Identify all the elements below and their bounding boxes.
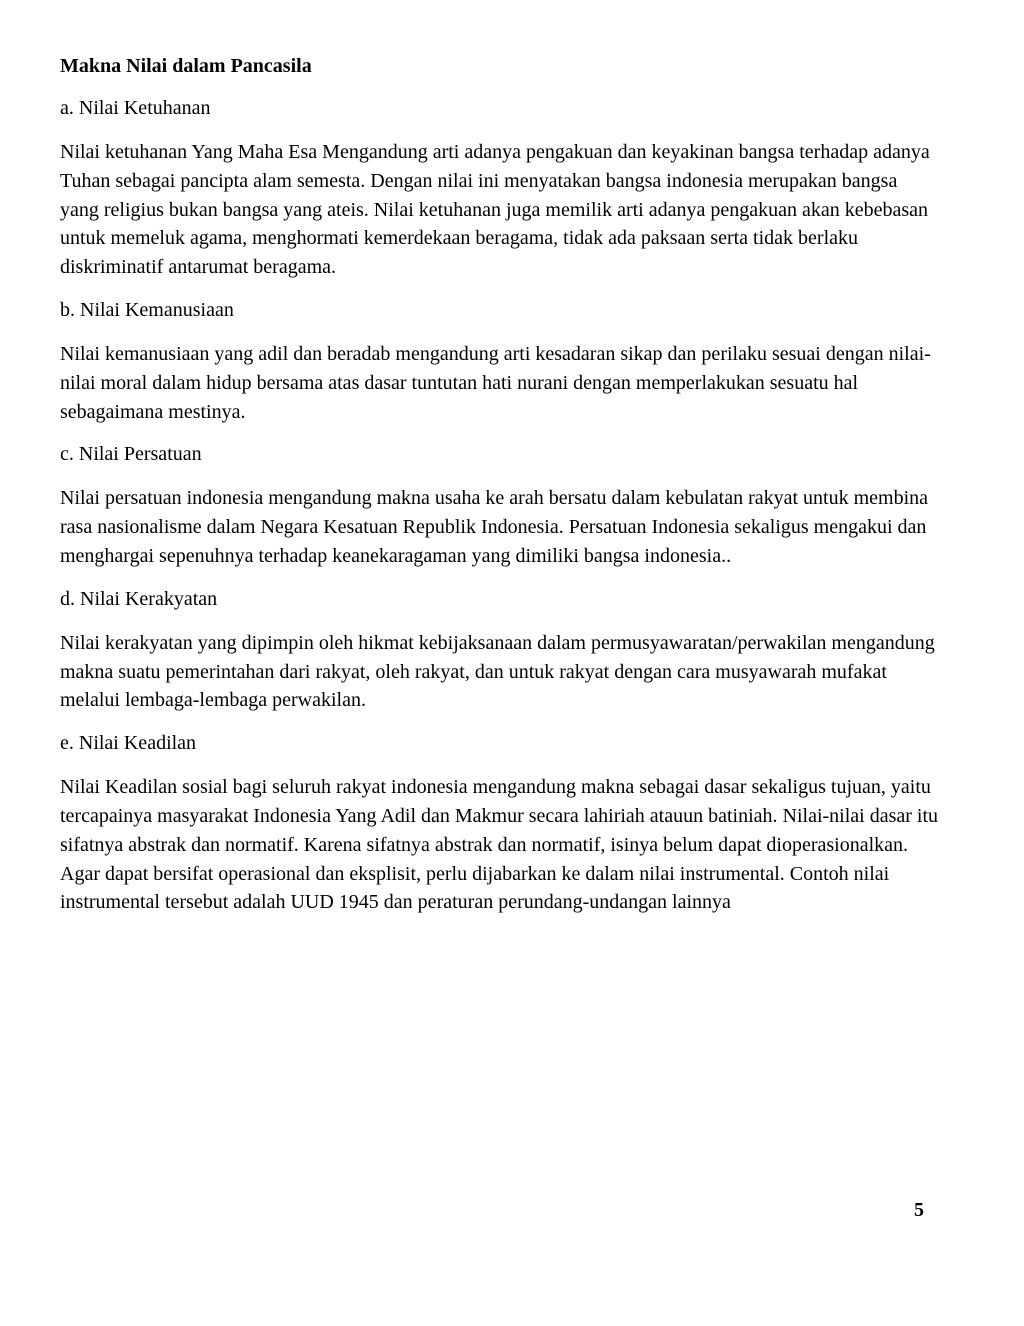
document-page xyxy=(60,52,940,931)
section-paragraph-kerakyatan: Nilai kerakyatan yang dipimpin oleh hikmat kebijaksanaan dalam permusyawaratan/perwakilan mengandung makna suatu pemerintahan dari rakyat, oleh rakyat, dan untuk rakyat dengan cara musyawarah mufakat melalui lembaga-lembaga perwakilan. xyxy=(60,631,935,712)
page-number: 5 xyxy=(914,1199,924,1221)
section-heading-ketuhanan: a. Nilai Ketuhanan xyxy=(60,97,211,119)
section-paragraph-keadilan: Nilai Keadilan sosial bagi seluruh rakyat indonesia mengandung makna sebagai dasar sekaligus tujuan, yaitu tercapainya masyarakat Indonesia Yang Adil dan Makmur secara lahiriah atauun batiniah. Nilai-nilai dasar itu sifatnya abstrak dan normatif. Karena sifatnya abstrak dan normatif, isinya belum dapat dioperasionalkan. Agar dapat bersifat operasional dan eksplisit, perlu dijabarkan ke dalam nilai instrumental. Contoh nilai instrumental tersebut adalah UUD 1945 dan peraturan perundang-undangan lainnya xyxy=(60,776,939,914)
section-heading-kerakyatan: d. Nilai Kerakyatan xyxy=(60,587,218,610)
section-paragraph-ketuhanan: Nilai ketuhanan Yang Maha Esa Mengandung arti adanya pengakuan dan keyakinan bangsa terhadap adanya Tuhan sebagai pancipta alam semesta. Dengan nilai ini menyatakan bangsa indonesia merupakan bangsa yang religius bukan bangsa yang ateis. Nilai ketuhanan juga memilik arti adanya pengakuan akan kebebasan untuk memeluk agama, menghormati kemerdekaan beragama, tidak ada paksaan serta tidak berlaku diskriminatif antarumat beragama. xyxy=(60,141,930,279)
section-heading-kemanusiaan: b. Nilai Kemanusiaan xyxy=(60,298,234,321)
section-heading-keadilan: e. Nilai Keadilan xyxy=(60,732,197,755)
section-heading-persatuan: c. Nilai Persatuan xyxy=(60,443,202,466)
section-paragraph-persatuan: Nilai persatuan indonesia mengandung makna usaha ke arah bersatu dalam kebulatan rakyat untuk membina rasa nasionalisme dalam Negara Kesatuan Republik Indonesia. Persatuan Indonesia sekaligus mengakui dan menghargai sepenuhnya terhadap keanekaragaman yang dimiliki bangsa indonesia.. xyxy=(60,487,929,567)
section-paragraph-kemanusiaan: Nilai kemanusiaan yang adil dan beradab mengandung arti kesadaran sikap dan perilaku sesuai dengan nilai-nilai moral dalam hidup bersama atas dasar tuntutan hati nurani dengan memperlakukan sesuatu hal sebagaimana mestinya. xyxy=(60,342,931,423)
page-title: Makna Nilai dalam Pancasila xyxy=(60,55,312,77)
